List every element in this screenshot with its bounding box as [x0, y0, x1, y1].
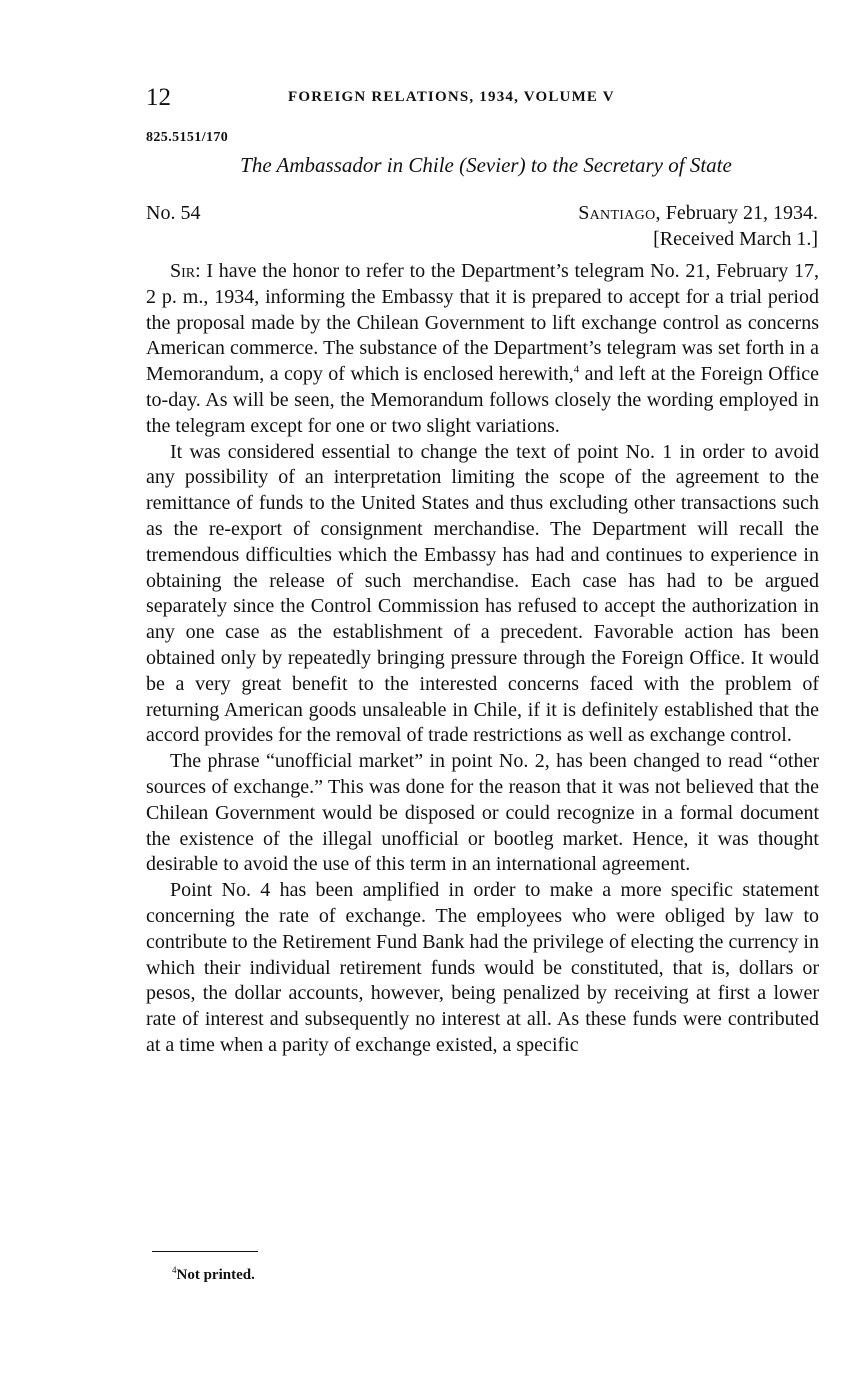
salutation: Sir: — [170, 260, 201, 282]
received-date: [Received March 1.] — [653, 228, 818, 250]
footnote-text: Not printed. — [176, 1267, 255, 1283]
paragraph-text: I have the honor to refer to the Department’s telegram No. 21, February 17, 2 p. m., 1934, informing the Embassy that it is prepared to accept for a trial period the proposal made by the Chilean Government to lift exchange control as concerns American commerce. The substance of the Department’s telegram was set forth in a Memorandum, a copy of which is enclosed herewith, — [146, 260, 819, 386]
dateline-date: February 21, 1934. — [660, 202, 818, 224]
footnote-reference: 4 — [573, 363, 580, 376]
document-number: No. 54 — [146, 202, 201, 224]
paragraph: The phrase “unofficial market” in point No. 2, has been changed to read “other sources of exchange.” This was done for the reason that it was not believed that the Chilean Government would be disposed or could recognize in a formal document the existence of the illegal unofficial or bootleg market. Hence, it was thought desirable to avoid the use of this term in an international agreement. — [146, 750, 819, 876]
footnote — [172, 1267, 255, 1284]
document-title: The Ambassador in Chile (Sevier) to the Secretary of State — [240, 153, 732, 177]
paragraph: It was considered essential to change the text of point No. 1 in order to avoid any possibility of an interpretation limiting the scope of the agreement to the remittance of funds to the United States and thus excluding other transactions such as the re-export of consignment merchandise. The Department will recall the tremendous difficulties which the Embassy has had and continues to experience in obtaining the release of such merchandise. Each case has had to be argued separately since the Control Commission has refused to accept the authorization in any one case as the establishment of a precedent. Favorable action has been obtained only by repeatedly bringing pressure through the Foreign Office. It would be a very great benefit to the interested concerns faced with the problem of returning American goods unsaleable in Chile, if it is definitely established that the accord provides for the removal of trade restrictions as well as exchange control. — [146, 440, 819, 747]
paragraph: Point No. 4 has been amplified in order to make a more specific statement concerning the rate of exchange. The employees who were obliged by law to contribute to the Retirement Fund Bank had the privilege of electing the currency in which their individual retirement funds would be constituted, that is, dollars or pesos, the dollar accounts, however, being penalized by receiving at first a lower rate of interest and subsequently no interest at all. As these funds were contributed at a time when a parity of exchange existed, a specific — [146, 879, 819, 1056]
running-head: FOREIGN RELATIONS, 1934, VOLUME V — [288, 89, 615, 105]
dateline — [578, 202, 818, 225]
dateline-place: Santiago, — [578, 202, 661, 224]
footnote-mark: 4 — [172, 1265, 177, 1275]
paragraph — [146, 259, 819, 440]
page-number: 12 — [146, 84, 171, 111]
footnote-divider — [152, 1251, 258, 1252]
file-number: 825.5151/170 — [146, 130, 229, 145]
letter-body — [146, 259, 819, 1059]
paragraph-text: and left at the Foreign Office to-day. As will be seen, the Memorandum follows closely the wording employed in the telegram except for one or two slight variations. — [146, 363, 819, 437]
